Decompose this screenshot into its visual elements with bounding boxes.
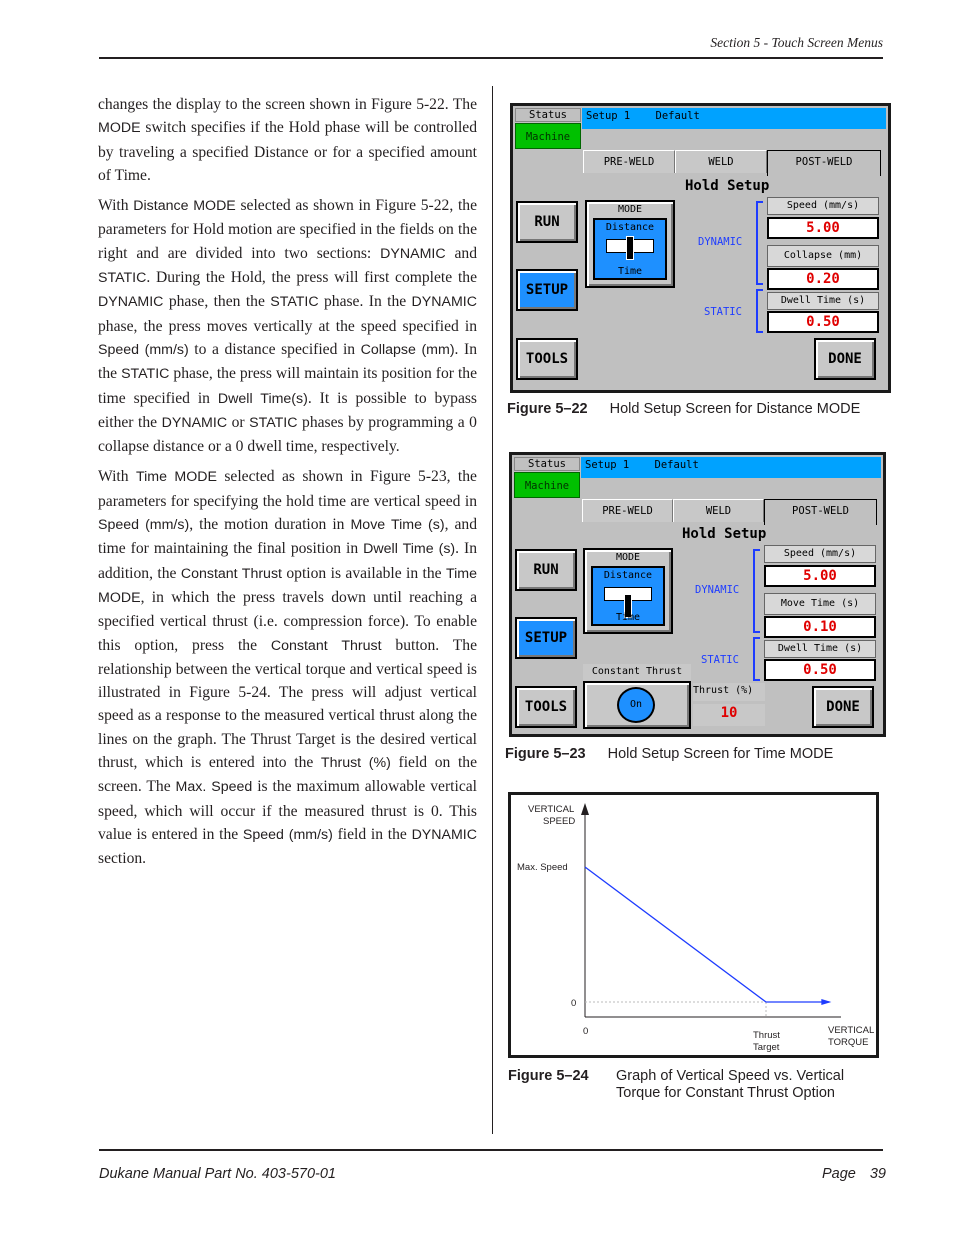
dynamic-label: DYNAMIC xyxy=(698,236,743,248)
ui-term: Max. Speed xyxy=(175,779,253,796)
tools-button[interactable]: TOOLS xyxy=(515,686,577,728)
mode-label: MODE xyxy=(617,204,643,215)
status-label: Status xyxy=(514,457,580,471)
mode-time-option: Time xyxy=(617,266,643,277)
collapse-label: Collapse (mm) xyxy=(767,245,879,267)
constant-thrust-panel xyxy=(583,681,691,729)
dwell-time-label: Dwell Time (s) xyxy=(767,292,879,310)
footer-page xyxy=(822,1166,886,1182)
figure-title-line1: Graph of Vertical Speed vs. Vertical xyxy=(616,1068,845,1084)
mode-label: MODE xyxy=(615,552,641,563)
speed-torque-graph xyxy=(508,792,879,1058)
constant-thrust-button[interactable]: On xyxy=(617,687,655,723)
y-tick-zero: 0 xyxy=(571,998,577,1009)
figure-title: Hold Setup Screen for Time MODE xyxy=(607,746,834,762)
figure-5-23-caption xyxy=(505,746,833,763)
status-label: Status xyxy=(515,108,581,122)
y-axis-arrow xyxy=(581,803,589,815)
mode-switch[interactable] xyxy=(583,548,673,634)
thrust-value[interactable]: 10 xyxy=(693,704,765,726)
ui-term: STATIC xyxy=(270,294,319,311)
column-divider xyxy=(492,86,493,1134)
machine-indicator: Machine xyxy=(514,472,580,498)
page-number: 39 xyxy=(869,1166,886,1182)
page-label: Page xyxy=(821,1166,856,1182)
setup-button[interactable]: SETUP xyxy=(515,617,577,659)
ui-term: MODE xyxy=(98,120,141,137)
ui-term: Dwell Time (s) xyxy=(363,541,456,558)
y-axis-label-line1: VERTICAL xyxy=(528,804,575,815)
run-button[interactable]: RUN xyxy=(515,549,577,591)
ui-term: DYNAMIC xyxy=(411,826,477,843)
ui-term: DYNAMIC xyxy=(98,294,164,311)
ui-term: Constant Thrust xyxy=(270,637,382,654)
tab-pre-weld[interactable]: PRE-WELD xyxy=(582,499,673,522)
ui-term: Time MODE xyxy=(135,469,217,486)
paragraph-2: With Distance MODE selected as shown in Figure 5-22, the parameters for Hold motion are specified in the fields on the right and are divided into two sections: DYNAMIC and STATIC. During the Hold, the press will first complete the DYNAMIC phase, then the STATIC phase. In the DYNAMIC phase, the press moves vertically at the speed specified in Speed (mm/s) to a distance specified in Collapse (mm). In the STATIC phase, the press will maintain its position for the time specified in Dwell Time(s). It is possible to bypass either the DYNAMIC or STATIC phases by programming a 0 collapse distance or a 0 dwell time, respectively. xyxy=(98,197,477,456)
tools-button[interactable]: TOOLS xyxy=(516,338,578,380)
move-time-label: Move Time (s) xyxy=(764,593,876,615)
x-tick-thrust-line1: Thrust xyxy=(753,1030,780,1041)
static-label: STATIC xyxy=(701,654,739,666)
ui-term: DYNAMIC xyxy=(161,414,228,431)
setup-button[interactable]: SETUP xyxy=(516,269,578,311)
move-time-value[interactable]: 0.10 xyxy=(764,616,876,638)
run-button[interactable]: RUN xyxy=(516,201,578,243)
mode-distance-option: Distance xyxy=(603,570,653,581)
ui-term: Distance MODE xyxy=(133,198,236,215)
setup-title-bar: Setup 1 Default xyxy=(581,457,881,478)
hold-setup-heading: Hold Setup xyxy=(685,178,770,194)
static-bracket xyxy=(756,289,763,333)
speed-label: Speed (mm/s) xyxy=(767,197,879,215)
tab-post-weld[interactable]: POST-WELD xyxy=(764,499,877,525)
mode-distance-option: Distance xyxy=(605,222,655,233)
mode-switch[interactable] xyxy=(585,200,675,288)
mode-time-option: Time xyxy=(615,612,641,623)
dynamic-label: DYNAMIC xyxy=(695,584,740,596)
dwell-time-label: Dwell Time (s) xyxy=(764,640,876,658)
ui-term: Speed (mm/s) xyxy=(98,341,189,358)
tab-post-weld[interactable]: POST-WELD xyxy=(767,150,881,176)
dwell-time-value[interactable]: 0.50 xyxy=(764,659,876,681)
speed-torque-line xyxy=(585,867,829,1002)
done-button[interactable]: DONE xyxy=(814,338,876,380)
hold-setup-screen-distance xyxy=(510,103,891,393)
collapse-value[interactable]: 0.20 xyxy=(767,268,879,290)
figure-number: Figure 5–22 xyxy=(507,401,588,417)
x-tick-zero: 0 xyxy=(583,1026,589,1037)
done-button[interactable]: DONE xyxy=(812,686,874,728)
dwell-time-value[interactable]: 0.50 xyxy=(767,311,879,333)
static-label: STATIC xyxy=(704,306,742,318)
section-header: Section 5 - Touch Screen Menus xyxy=(710,35,883,50)
hold-setup-heading: Hold Setup xyxy=(682,526,767,542)
figure-number: Figure 5–23 xyxy=(505,746,586,762)
mode-switch-knob xyxy=(626,236,634,260)
figure-5-22-caption xyxy=(507,401,860,418)
ui-term: Thrust (%) xyxy=(320,755,391,772)
ui-term: Speed (mm/s) xyxy=(98,517,190,534)
ui-term: Speed (mm/s) xyxy=(242,826,333,843)
y-axis-label-line2: SPEED xyxy=(543,816,576,827)
x-tick-thrust-line2: Target xyxy=(753,1042,780,1053)
paragraph-1: changes the display to the screen shown in Figure 5-22. The MODE switch specifies if the Hold phase will be controlled by traveling a specified Distance or for a specified amount of Time. xyxy=(98,96,477,184)
footer-rule xyxy=(99,1149,883,1151)
constant-thrust-label: Constant Thrust xyxy=(583,664,691,682)
figure-title: Hold Setup Screen for Distance MODE xyxy=(609,401,861,417)
figure-5-24-caption xyxy=(508,1068,845,1101)
thrust-label: Thrust (%) xyxy=(693,683,765,701)
footer-manual: Dukane Manual Part No. 403-570-01 xyxy=(99,1166,336,1182)
dynamic-bracket xyxy=(753,549,760,633)
speed-value[interactable]: 5.00 xyxy=(764,565,876,587)
ui-term: Constant Thrust xyxy=(180,565,282,582)
tab-weld[interactable]: WELD xyxy=(673,499,764,522)
dynamic-bracket xyxy=(756,201,763,285)
graph-svg xyxy=(511,795,876,1055)
ui-term: Collapse (mm) xyxy=(360,341,455,358)
speed-torque-line-arrow xyxy=(821,999,831,1005)
setup-title-bar: Setup 1 Default xyxy=(582,108,886,129)
ui-term: STATIC xyxy=(121,366,170,383)
ui-term: STATIC xyxy=(249,414,298,431)
paragraph-3: With Time MODE selected as shown in Figure 5-23, the parameters for specifying the hold time are vertical speed in Speed (mm/s), the motion duration in Move Time (s), and time for maintaining the final position in Dwell Time (s). In addition, the Constant Thrust option is available in the Time MODE, in which the press travels down until reaching a specified vertical thrust (i.e. compression force). To enable this option, press the Constant Thrust button. The relationship between the vertical torque and vertical speed is illustrated in Figure 5-24. The press will adjust vertical speed as a response to the measured vertical thrust along the lines on the graph. The Thrust Target is the desired vertical thrust, which is entered into the Thrust (%) field on the screen. The Max. Speed is the maximum allowable vertical speed, which will occur if the measured thrust is 0. This value is entered in the Speed (mm/s) field in the DYNAMIC section. xyxy=(98,468,478,868)
x-axis-label-line2: TORQUE xyxy=(828,1037,869,1048)
static-bracket xyxy=(753,637,760,681)
figure-title-line2: Torque for Constant Thrust Option xyxy=(616,1085,835,1101)
header-rule xyxy=(99,57,883,59)
x-axis-label-line1: VERTICAL xyxy=(828,1025,875,1036)
body-column xyxy=(98,93,477,878)
machine-indicator: Machine xyxy=(515,123,581,149)
figure-number: Figure 5–24 xyxy=(508,1068,589,1084)
speed-value[interactable]: 5.00 xyxy=(767,217,879,239)
speed-label: Speed (mm/s) xyxy=(764,545,876,563)
y-tick-max-speed: Max. Speed xyxy=(517,862,568,873)
tab-weld[interactable]: WELD xyxy=(675,150,767,173)
ui-term: STATIC xyxy=(98,270,147,287)
ui-term: Move Time (s) xyxy=(350,517,445,534)
ui-term: DYNAMIC xyxy=(380,245,446,262)
ui-term: DYNAMIC xyxy=(411,294,477,311)
ui-term: Dwell Time(s) xyxy=(217,390,308,407)
hold-setup-screen-time xyxy=(509,452,886,737)
ui-term: Time MODE xyxy=(98,565,478,606)
tab-pre-weld[interactable]: PRE-WELD xyxy=(583,150,675,173)
